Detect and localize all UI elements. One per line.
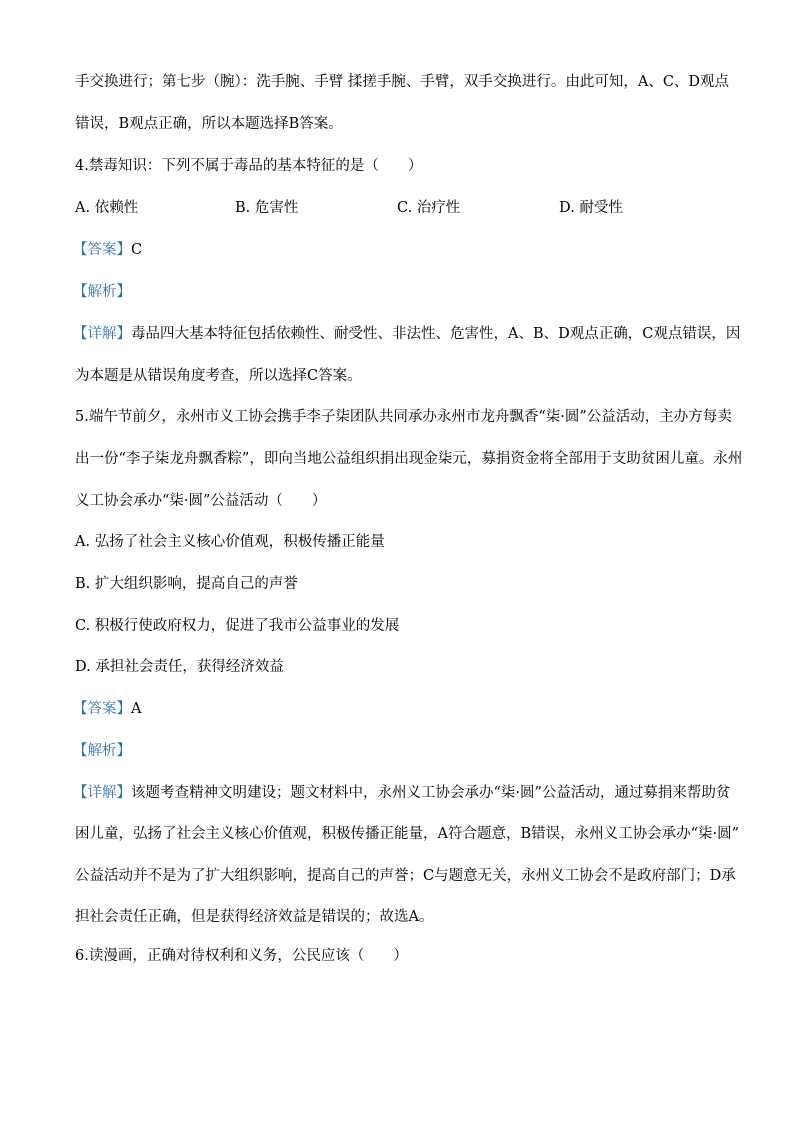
q4-analysis-heading (73, 282, 723, 302)
q4-detail-line-2: 为本题是从错误角度考查，所以选择C答案。 (75, 368, 362, 384)
q5-detail-line-4: 担社会责任正确，但是获得经济效益是错误的；故选A。 (75, 909, 434, 925)
q5-answer-value: A (131, 701, 142, 717)
q5-stem-line-3: 义工协会承办“柒·圆”公益活动（ ） (75, 493, 327, 509)
answer-tag: 【答案】 (73, 242, 131, 258)
detail-tag: 【详解】 (73, 785, 131, 801)
q5-detail-text-1: 该题考查精神文明建设；题文材料中，永州义工协会承办“柒·圆”公益活动，通过募捐来帮助贫 (131, 785, 731, 801)
q4-stem: 4.禁毒知识：下列不属于毒品的基本特征的是（ ） (75, 158, 423, 174)
q5-option-a: A. 弘扬了社会主义核心价值观，积极传播正能量 (75, 534, 385, 550)
analysis-tag: 【解析】 (73, 743, 131, 759)
q3-explanation-line-2: 错误，B观点正确，所以本题选择B答案。 (75, 116, 343, 132)
answer-tag: 【答案】 (73, 701, 131, 717)
q5-analysis-heading (73, 741, 723, 761)
q6-stem: 6.读漫画，正确对待权利和义务，公民应该（ ） (75, 948, 408, 964)
q4-answer-value: C (131, 242, 143, 258)
q5-detail-line-2: 困儿童，弘扬了社会主义核心价值观，积极传播正能量，A符合题意，B错误，永州义工协会承办“柒·圆” (75, 826, 740, 842)
q4-detail-text-1: 毒品四大基本特征包括依赖性、耐受性、非法性、危害性，A、B、D观点正确，C观点错误，因 (131, 326, 741, 342)
q3-explanation-line-1: 手交换进行；第七步（腕）：洗手腕、手臂 揉搓手腕、手臂，双手交换进行。由此可知，A、C、D观点 (75, 74, 730, 90)
q4-option-a: A. 依赖性 (75, 200, 139, 216)
q4-detail-line-1 (73, 324, 741, 344)
q5-option-d: D. 承担社会责任，获得经济效益 (75, 659, 284, 675)
q4-option-c: C. 治疗性 (397, 200, 461, 216)
q4-option-d: D. 耐受性 (559, 200, 623, 216)
q5-stem-line-1: 5.端午节前夕，永州市义工协会携手李子柒团队共同承办永州市龙舟飘香“柒·圆”公益活动，主办方每卖 (75, 409, 732, 425)
q5-answer (73, 699, 723, 719)
q5-stem-line-2: 出一份“李子柒龙舟飘香粽”，即向当地公益组织捐出现金柒元，募捐资金将全部用于支助贫困儿童。永州 (75, 451, 743, 467)
detail-tag: 【详解】 (73, 326, 131, 342)
q5-detail-line-1 (73, 783, 731, 803)
q5-option-b: B. 扩大组织影响，提高自己的声誉 (75, 576, 298, 592)
q5-detail-line-3: 公益活动并不是为了扩大组织影响，提高自己的声誉；C与题意无关，永州义工协会不是政府部门；D承 (75, 868, 736, 884)
q5-option-c: C. 积极行使政府权力，促进了我市公益事业的发展 (75, 618, 400, 634)
q4-answer (73, 240, 723, 260)
analysis-tag: 【解析】 (73, 284, 131, 300)
q4-option-b: B. 危害性 (235, 200, 299, 216)
